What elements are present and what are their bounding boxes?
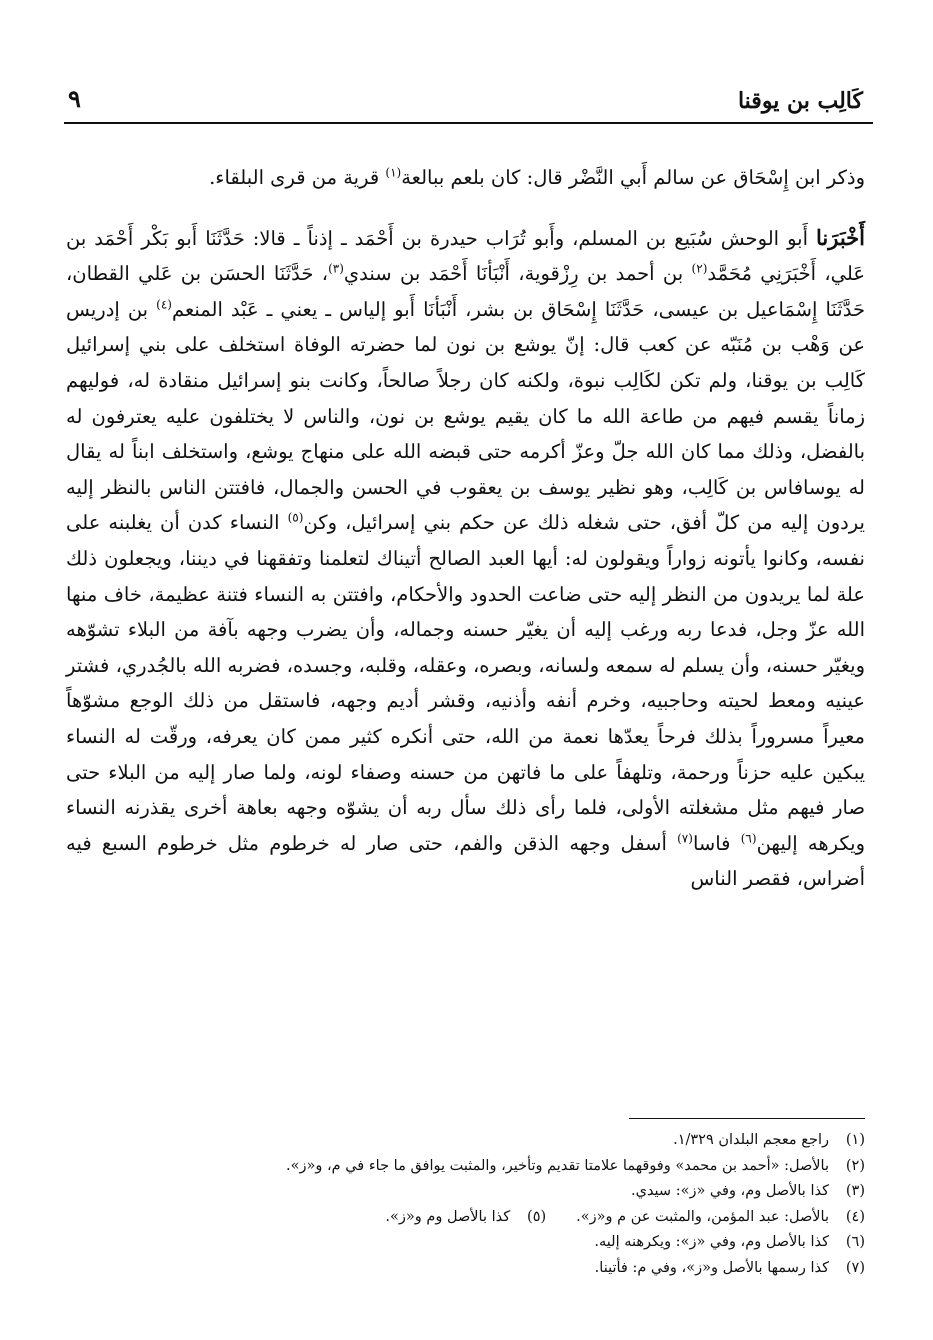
- main-text: [66, 160, 865, 897]
- footnote-number: (٤): [845, 1208, 865, 1225]
- footnote-number: (٢): [845, 1157, 865, 1174]
- header-rule: [64, 122, 873, 124]
- footnote-ref-2: (٢): [691, 261, 708, 276]
- intro-text-after: قرية من قرى البلقاء.: [209, 166, 386, 189]
- footnote-6: [66, 1230, 865, 1256]
- footnote-ref-7: (٧): [677, 831, 693, 846]
- footnote-text-5: كذا بالأصل وم و«ز».: [385, 1208, 511, 1225]
- footnote-2: [66, 1154, 865, 1180]
- text-segment-2: بن أحمد بن رِزْقوية، أَنْبَأنَا أَحْمَد بن سندي: [343, 262, 692, 286]
- footnote-text: بالأصل: «أحمد بن محمد» وفوقهما علامتا تقديم وتأخير، والمثبت يوافق ما جاء في م، و«ز».: [285, 1157, 829, 1174]
- text-segment-3: ، حَدَّثَنَا الحسَن بن عَلي القطان، حَدَّثَنَا إِسْمَاعيل بن عيسى، حَدَّثَنَا إِسْحَاق بن بشر، أَنْبَأنَا أَبو إلياس ـ يعني ـ عَبْد المنعم: [66, 262, 865, 321]
- footnote-1: [66, 1128, 865, 1154]
- footnote-number: (١): [845, 1132, 865, 1148]
- footnote-3: [66, 1179, 865, 1205]
- running-head-title: كَالِب بن يوقنا: [737, 88, 863, 114]
- footnote-number: (٦): [845, 1234, 865, 1251]
- text-segment-5: النساء كدن أن يغلبنه على نفسه، وكانوا يأتونه زواراً ويقولون له: أيها العبد الصالح أتيناك لتعلمنا وتفقهنا في ديننا، ويجعلون ذلك علة لما يريدون من النظر إليه حتى ضاعت الحدود والأحكام، وافتتن به النساء فتنة عظيمة، خاف منها الله عزّ وجل، فدعا ربه ورغب إليه أن يغيّر حسنه وجماله، وأن يضرب وجهه بآفة من البلاء تشوّهه ويغيّر حسنه، وأن يسلم له سمعه ولسانه، وبصره، وعقله، وقلبه، وجسده، فضربه الله بالجُدري، فشتر عينيه ومعط لحيته وحاجبيه، وخرم أنفه وأذنيه، وقشر أديم وجهه، فاستقل من ذلك الوجع مشوّهاً معيراً مسروراً بذلك فرحاً يعدّها نعمة من الله، حتى أنكره كثير ممن كان يعرفه، ورقّت له النساء يبكين عليه حزناً ورحمة، وتلهفاً على ما فاتهن من حسنه وصفاء لونه، ولما صار إليه من البلاء حتى صار فيهم مثل مشغلته الأولى، فلما رأى ذلك سأل ربه أن يشوّه وجهه بعاهة أخرى يقذرنه النساء ويكرهه إليهن: [66, 511, 865, 855]
- footnote-text: كذا رسمها بالأصل و«ز»، وفي م: فأتينا.: [594, 1259, 829, 1276]
- text-segment-6: فاسا: [692, 831, 741, 855]
- footnote-text: كذا بالأصل وم، وفي «ز»: سيدي.: [630, 1183, 829, 1200]
- footnote-text: بالأصل: عبد المؤمن، والمثبت عن م و«ز».: [576, 1208, 829, 1225]
- footnote-number: (٣): [845, 1183, 865, 1200]
- footnote-ref-6: (٦): [740, 831, 757, 846]
- footnote-number-5: (٥): [527, 1208, 547, 1225]
- text-segment-4: بن إدريس عن وَهْب بن مُنَبّه عن كعب قال: إنّ يوشع بن نون لما حضرته الوفاة استخلف على بني إسرائيل كَالِب بن يوقنا، ولم تكن لكَالِب نبوة، ولكنه كان رجلاً صالحاً، وكانت بنو إسرائيل منقادة له، فوليهم زماناً يقسم فيهم من طاعة الله ما كان يقيم يوشع بن نون، والناس لا يختلفون عليه يعترفون له بالفضل، وذلك مما كان الله جلّ وعزّ أكرمه حتى قبضه الله على منهاج يوشع، واستخلف ابناً له يقال له يوسافاس بن كَالِب، وهو نظير يوسف بن يعقوب في الحسن والجمال، فافتتن الناس بالنظر إليه يردون إليه من كلّ أفق، حتى شغله ذلك عن حكم بني إسرائيل، وكن: [66, 297, 865, 535]
- footnote-text: راجع معجم البلدان ١/٣٢٩.: [673, 1132, 829, 1148]
- text-segment-7: أسفل وجهه الذقن والفم، حتى صار له خرطوم مثل خرطوم السبع فيه أضراس، فقصر الناس: [66, 831, 865, 891]
- lead-word: أَخْبَرَنا: [816, 224, 865, 250]
- footnote-ref-1: (١): [385, 165, 402, 180]
- page-number: ٩: [68, 84, 81, 113]
- footnote-ref-3: (٣): [328, 261, 344, 276]
- intro-text: وذكر ابن إِسْحَاق عن سالم أَبي النَّضْر قال: كان بلعم ببالعة: [401, 166, 865, 189]
- footnote-text: كذا بالأصل وم، وفي «ز»: ويكرهنه إليه.: [594, 1234, 829, 1251]
- footnote-rule: [629, 1118, 865, 1119]
- footnote-7: [66, 1256, 865, 1282]
- text-segment-1: أَبو الوحش سُبَيع بن المسلم، وأَبو تُرَاب حيدرة بن أَحْمَد ـ إذناً ـ قالا: حَدَّثَنَا أَبو بَكْر أَحْمَد بن عَلي، أَخْبَرَنِي مُحَمَّد: [66, 226, 866, 286]
- footnotes: [66, 1128, 865, 1282]
- footnote-number: (٧): [845, 1259, 865, 1276]
- footnote-4: [66, 1205, 865, 1231]
- footnote-ref-5: (٥): [287, 510, 304, 525]
- intro-paragraph: [66, 160, 865, 196]
- hadith-paragraph: [66, 220, 865, 897]
- footnote-ref-4: (٤): [156, 297, 172, 312]
